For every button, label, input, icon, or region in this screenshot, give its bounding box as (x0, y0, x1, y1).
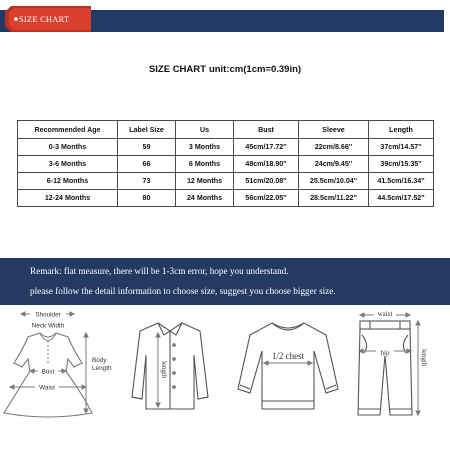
column-header: Recommended Age (18, 121, 118, 139)
dress-neck-width-label: Neck Width (31, 322, 65, 330)
size-table (17, 120, 434, 207)
top-banner (0, 0, 450, 42)
table-cell: 25.5cm/10.04'' (299, 173, 369, 190)
size-chart-heading-prefix: SIZE CHART (148, 64, 206, 75)
size-advice-text: please follow the detail information to choose size, suggest you choose bigger size. (30, 286, 336, 296)
dress-diagram (4, 305, 122, 425)
size-chart-tag-label: SIZE CHART (19, 14, 70, 24)
table-cell: 73 (118, 173, 176, 190)
dress-body-label: Body (92, 357, 107, 364)
tag-hole-icon (14, 17, 18, 21)
shirt-outline-icon (130, 305, 210, 425)
sweater-chest-label: 1/2 chest (271, 351, 305, 361)
table-cell: 56cm/22.05'' (234, 190, 299, 207)
dress-bust-label: Bust (41, 368, 55, 376)
dress-outline-icon (4, 305, 122, 425)
table-cell: 41.5cm/16.34'' (369, 173, 434, 190)
sweater-outline-icon (236, 305, 340, 425)
pants-diagram (350, 305, 446, 425)
table-cell: 45cm/17.72'' (234, 139, 299, 156)
table-cell: 12-24 Months (18, 190, 118, 207)
shirt-length-label: length (160, 361, 168, 379)
size-chart-unit-note: unit:cm(1cm=0.39in) (208, 64, 302, 75)
pants-waist-label: waist (377, 310, 393, 318)
table-row (18, 190, 434, 207)
size-chart-tag (5, 6, 91, 32)
pants-length-label: length (420, 349, 428, 367)
table-cell: 59 (118, 139, 176, 156)
dress-waist-label: Waist (39, 384, 55, 392)
table-cell: 44.5cm/17.52'' (369, 190, 434, 207)
table-cell: 6-12 Months (18, 173, 118, 190)
pants-outline-icon (350, 305, 446, 425)
table-row (18, 156, 434, 173)
remark-text: Remark: flat measure, there will be 1-3cm error, hope you understand. (30, 266, 289, 276)
column-header: Sleeve (299, 121, 369, 139)
table-cell: 12 Months (176, 173, 234, 190)
table-cell: 22cm/8.66'' (299, 139, 369, 156)
table-cell: 0-3 Months (18, 139, 118, 156)
table-cell: 24cm/9.45'' (299, 156, 369, 173)
column-header: Bust (234, 121, 299, 139)
table-header-row (18, 121, 434, 139)
table-cell: 80 (118, 190, 176, 207)
table-cell: 48cm/18.90'' (234, 156, 299, 173)
remark-band (0, 258, 450, 305)
dress-length-label: Length (92, 365, 112, 372)
dress-shoulder-label: Shoulder (35, 311, 61, 319)
size-chart-heading (0, 64, 450, 75)
table-cell: 66 (118, 156, 176, 173)
table-cell: 28.5cm/11.22'' (299, 190, 369, 207)
column-header: Us (176, 121, 234, 139)
table-cell: 24 Months (176, 190, 234, 207)
table-cell: 37cm/14.57'' (369, 139, 434, 156)
table-cell: 3-6 Months (18, 156, 118, 173)
pants-hip-label: hip (380, 349, 390, 357)
sweater-diagram (236, 305, 340, 425)
column-header: Label Size (118, 121, 176, 139)
table-cell: 6 Months (176, 156, 234, 173)
table-cell: 39cm/15.35'' (369, 156, 434, 173)
table-row (18, 173, 434, 190)
table-cell: 51cm/20.08'' (234, 173, 299, 190)
shirt-diagram (130, 305, 210, 425)
table-row (18, 139, 434, 156)
column-header: Length (369, 121, 434, 139)
table-cell: 3 Months (176, 139, 234, 156)
